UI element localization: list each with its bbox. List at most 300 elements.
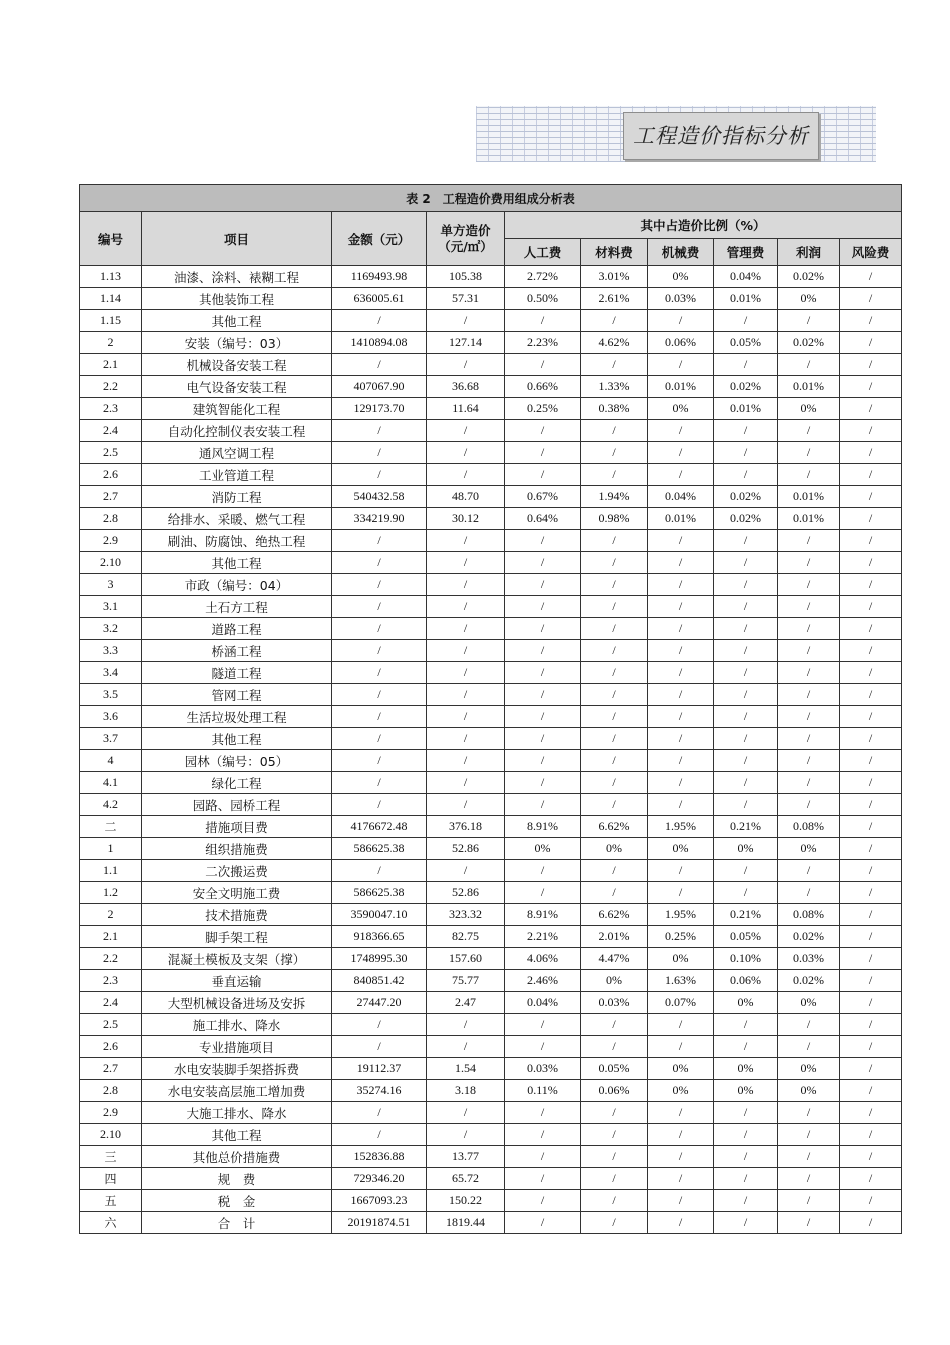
cell-amount: / — [332, 310, 427, 332]
cell-labor: / — [505, 420, 581, 442]
table-row — [80, 1102, 902, 1124]
cell-profit: / — [778, 860, 840, 882]
cell-material: / — [581, 860, 648, 882]
cell-no: 2.6 — [80, 464, 142, 486]
cell-item: 专业措施项目 — [142, 1036, 332, 1058]
cell-labor: 0.64% — [505, 508, 581, 530]
cell-item: 垂直运输 — [142, 970, 332, 992]
table-row — [80, 420, 902, 442]
cell-management: / — [714, 464, 778, 486]
cell-material: / — [581, 1146, 648, 1168]
cell-amount: 586625.38 — [332, 838, 427, 860]
cell-risk: / — [840, 706, 902, 728]
cell-material: 3.01% — [581, 266, 648, 288]
cell-no: 1.1 — [80, 860, 142, 882]
cell-material: / — [581, 662, 648, 684]
cell-profit: / — [778, 1036, 840, 1058]
cell-item: 园路、园桥工程 — [142, 794, 332, 816]
cell-material: 4.62% — [581, 332, 648, 354]
cell-labor: 0.67% — [505, 486, 581, 508]
table-caption: 表 2 工程造价费用组成分析表 — [80, 185, 902, 212]
cell-amount: / — [332, 596, 427, 618]
cell-management: / — [714, 640, 778, 662]
cell-item: 脚手架工程 — [142, 926, 332, 948]
cell-machine: / — [648, 354, 714, 376]
cell-item: 生活垃圾处理工程 — [142, 706, 332, 728]
cell-no: 3.5 — [80, 684, 142, 706]
header-management: 管理费 — [714, 239, 778, 266]
cell-no: 4 — [80, 750, 142, 772]
header-material: 材料费 — [581, 239, 648, 266]
cell-profit: / — [778, 552, 840, 574]
cell-risk: / — [840, 530, 902, 552]
cell-amount: 20191874.51 — [332, 1212, 427, 1234]
cell-management: 0% — [714, 838, 778, 860]
cell-risk: / — [840, 508, 902, 530]
cell-amount: / — [332, 706, 427, 728]
table-row — [80, 750, 902, 772]
cell-risk: / — [840, 442, 902, 464]
cell-risk: / — [840, 288, 902, 310]
cell-item: 其他工程 — [142, 728, 332, 750]
cell-profit: 0.02% — [778, 970, 840, 992]
cell-management: 0.21% — [714, 904, 778, 926]
cell-material: / — [581, 1036, 648, 1058]
cell-material: / — [581, 1190, 648, 1212]
table-row — [80, 816, 902, 838]
cell-no: 3.2 — [80, 618, 142, 640]
cell-risk: / — [840, 310, 902, 332]
cell-material: / — [581, 728, 648, 750]
cell-risk: / — [840, 684, 902, 706]
cell-amount: 4176672.48 — [332, 816, 427, 838]
cell-no: 2 — [80, 904, 142, 926]
cell-profit: 0% — [778, 288, 840, 310]
cell-unit-price: / — [427, 354, 505, 376]
cell-material: 4.47% — [581, 948, 648, 970]
table-row — [80, 376, 902, 398]
cell-unit-price: / — [427, 640, 505, 662]
cell-labor: 0.66% — [505, 376, 581, 398]
header-no: 编号 — [80, 212, 142, 266]
cell-labor: 2.46% — [505, 970, 581, 992]
cell-material: 2.61% — [581, 288, 648, 310]
table-row — [80, 398, 902, 420]
cell-unit-price: / — [427, 684, 505, 706]
cell-labor: / — [505, 1124, 581, 1146]
cell-management: 0.06% — [714, 970, 778, 992]
cell-labor: / — [505, 1014, 581, 1036]
cell-no: 2.3 — [80, 398, 142, 420]
cell-management: / — [714, 750, 778, 772]
cell-labor: / — [505, 442, 581, 464]
cell-machine: / — [648, 1146, 714, 1168]
cell-profit: / — [778, 882, 840, 904]
cell-machine: / — [648, 794, 714, 816]
cell-unit-price: 75.77 — [427, 970, 505, 992]
cell-item: 刷油、防腐蚀、绝热工程 — [142, 530, 332, 552]
cell-management: 0.10% — [714, 948, 778, 970]
table-row — [80, 1168, 902, 1190]
cell-risk: / — [840, 486, 902, 508]
cell-machine: 0% — [648, 838, 714, 860]
table-row — [80, 332, 902, 354]
cell-management: / — [714, 662, 778, 684]
cell-item: 技术措施费 — [142, 904, 332, 926]
cell-no: 1 — [80, 838, 142, 860]
cell-risk: / — [840, 838, 902, 860]
cell-unit-price: / — [427, 860, 505, 882]
cell-labor: / — [505, 618, 581, 640]
cell-machine: 1.63% — [648, 970, 714, 992]
cell-material: / — [581, 882, 648, 904]
cell-item: 管网工程 — [142, 684, 332, 706]
cell-management: / — [714, 1168, 778, 1190]
cell-labor: 0.25% — [505, 398, 581, 420]
cell-labor: / — [505, 552, 581, 574]
cell-risk: / — [840, 926, 902, 948]
cell-machine: / — [648, 574, 714, 596]
cell-labor: / — [505, 794, 581, 816]
cell-amount: / — [332, 662, 427, 684]
cell-unit-price: / — [427, 706, 505, 728]
cell-machine: / — [648, 684, 714, 706]
cell-no: 2.3 — [80, 970, 142, 992]
cell-item: 其他装饰工程 — [142, 288, 332, 310]
cell-management: 0% — [714, 1058, 778, 1080]
table-row — [80, 794, 902, 816]
table-row — [80, 288, 902, 310]
cell-no: 2.2 — [80, 376, 142, 398]
cell-management: / — [714, 684, 778, 706]
cell-profit: / — [778, 772, 840, 794]
cell-material: / — [581, 596, 648, 618]
cell-material: / — [581, 684, 648, 706]
cell-labor: 0.11% — [505, 1080, 581, 1102]
cell-no: 2 — [80, 332, 142, 354]
cell-amount: / — [332, 1014, 427, 1036]
cell-material: 6.62% — [581, 816, 648, 838]
cell-item: 其他工程 — [142, 552, 332, 574]
cell-material: / — [581, 750, 648, 772]
cell-profit: / — [778, 1168, 840, 1190]
cell-item: 绿化工程 — [142, 772, 332, 794]
cell-no: 2.4 — [80, 420, 142, 442]
cell-management: / — [714, 310, 778, 332]
cell-amount: / — [332, 574, 427, 596]
cell-item: 混凝土模板及支架（撑） — [142, 948, 332, 970]
cell-labor: / — [505, 1102, 581, 1124]
cell-machine: 0.25% — [648, 926, 714, 948]
table-row — [80, 266, 902, 288]
table-row — [80, 1058, 902, 1080]
cell-material: / — [581, 552, 648, 574]
cell-machine: 1.95% — [648, 904, 714, 926]
cell-item: 土石方工程 — [142, 596, 332, 618]
cell-no: 2.1 — [80, 926, 142, 948]
cell-unit-price: / — [427, 618, 505, 640]
cell-machine: / — [648, 772, 714, 794]
cell-labor: / — [505, 1036, 581, 1058]
cell-unit-price: / — [427, 772, 505, 794]
cell-management: / — [714, 706, 778, 728]
cell-management: / — [714, 794, 778, 816]
cell-risk: / — [840, 970, 902, 992]
cell-machine: / — [648, 420, 714, 442]
cell-risk: / — [840, 332, 902, 354]
cell-unit-price: 323.32 — [427, 904, 505, 926]
cell-item: 市政（编号：04） — [142, 574, 332, 596]
cell-profit: / — [778, 618, 840, 640]
cell-machine: 0% — [648, 948, 714, 970]
cell-machine: / — [648, 1102, 714, 1124]
cell-material: / — [581, 640, 648, 662]
cell-item: 工业管道工程 — [142, 464, 332, 486]
cell-no: 1.13 — [80, 266, 142, 288]
cell-unit-price: 82.75 — [427, 926, 505, 948]
cell-unit-price: 1.54 — [427, 1058, 505, 1080]
cell-profit: / — [778, 728, 840, 750]
cell-management: / — [714, 1146, 778, 1168]
cell-no: 2.10 — [80, 1124, 142, 1146]
cell-material: / — [581, 530, 648, 552]
header-machine: 机械费 — [648, 239, 714, 266]
cell-profit: 0.03% — [778, 948, 840, 970]
cell-management: / — [714, 618, 778, 640]
cell-unit-price: 52.86 — [427, 838, 505, 860]
cell-profit: 0.01% — [778, 486, 840, 508]
cell-material: 1.33% — [581, 376, 648, 398]
cell-amount: 1667093.23 — [332, 1190, 427, 1212]
cell-item: 其他工程 — [142, 1124, 332, 1146]
cell-item: 油漆、涂料、裱糊工程 — [142, 266, 332, 288]
cell-amount: 729346.20 — [332, 1168, 427, 1190]
cell-unit-price: / — [427, 1014, 505, 1036]
table-row — [80, 310, 902, 332]
cell-risk: / — [840, 1014, 902, 1036]
cell-unit-price: 30.12 — [427, 508, 505, 530]
cell-unit-price: 105.38 — [427, 266, 505, 288]
cell-item: 其他工程 — [142, 310, 332, 332]
cell-no: 二 — [80, 816, 142, 838]
cell-risk: / — [840, 662, 902, 684]
cell-amount: 407067.90 — [332, 376, 427, 398]
cell-material: / — [581, 1014, 648, 1036]
cell-material: / — [581, 794, 648, 816]
cell-profit: / — [778, 750, 840, 772]
cell-unit-price: 13.77 — [427, 1146, 505, 1168]
cell-labor: / — [505, 464, 581, 486]
cell-amount: / — [332, 640, 427, 662]
cell-labor: / — [505, 662, 581, 684]
table-row — [80, 530, 902, 552]
cell-amount: / — [332, 1124, 427, 1146]
cell-management: 0.01% — [714, 288, 778, 310]
table-row — [80, 706, 902, 728]
cell-unit-price: / — [427, 794, 505, 816]
cell-unit-price: 150.22 — [427, 1190, 505, 1212]
cell-unit-price: 48.70 — [427, 486, 505, 508]
table-row — [80, 948, 902, 970]
cell-labor: 4.06% — [505, 948, 581, 970]
cell-unit-price: 127.14 — [427, 332, 505, 354]
cell-item: 施工排水、降水 — [142, 1014, 332, 1036]
cell-item: 水电安装脚手架搭拆费 — [142, 1058, 332, 1080]
cell-material: 6.62% — [581, 904, 648, 926]
cell-risk: / — [840, 816, 902, 838]
cell-risk: / — [840, 728, 902, 750]
cell-profit: / — [778, 684, 840, 706]
cell-item: 给排水、采暖、燃气工程 — [142, 508, 332, 530]
cell-risk: / — [840, 640, 902, 662]
cell-unit-price: 36.68 — [427, 376, 505, 398]
table-row — [80, 926, 902, 948]
cell-risk: / — [840, 266, 902, 288]
cell-material: / — [581, 354, 648, 376]
cell-machine: 0% — [648, 1080, 714, 1102]
cell-profit: / — [778, 662, 840, 684]
cell-risk: / — [840, 904, 902, 926]
cell-no: 3.3 — [80, 640, 142, 662]
cell-machine: / — [648, 1124, 714, 1146]
cell-profit: / — [778, 1190, 840, 1212]
cell-no: 2.1 — [80, 354, 142, 376]
cell-unit-price: 65.72 — [427, 1168, 505, 1190]
cell-risk: / — [840, 420, 902, 442]
cell-profit: / — [778, 530, 840, 552]
cell-no: 2.6 — [80, 1036, 142, 1058]
cell-no: 4.1 — [80, 772, 142, 794]
cell-unit-price: / — [427, 750, 505, 772]
cell-machine: / — [648, 882, 714, 904]
cell-no: 2.9 — [80, 1102, 142, 1124]
cell-unit-price: 11.64 — [427, 398, 505, 420]
cell-amount: 3590047.10 — [332, 904, 427, 926]
cell-amount: 918366.65 — [332, 926, 427, 948]
cell-unit-price: / — [427, 662, 505, 684]
cell-machine: 0.01% — [648, 508, 714, 530]
cell-profit: / — [778, 420, 840, 442]
cell-material: / — [581, 1124, 648, 1146]
cell-no: 2.2 — [80, 948, 142, 970]
cell-material: 0% — [581, 838, 648, 860]
cell-no: 2.5 — [80, 442, 142, 464]
cell-amount: / — [332, 552, 427, 574]
cell-management: 0% — [714, 992, 778, 1014]
cell-labor: 0.03% — [505, 1058, 581, 1080]
cell-machine: 0.04% — [648, 486, 714, 508]
header-banner — [476, 106, 876, 162]
table-row — [80, 772, 902, 794]
table-row — [80, 662, 902, 684]
cell-no: 3 — [80, 574, 142, 596]
table-row — [80, 684, 902, 706]
cell-amount: 1169493.98 — [332, 266, 427, 288]
cell-profit: 0.02% — [778, 332, 840, 354]
table-row — [80, 596, 902, 618]
cell-machine: / — [648, 310, 714, 332]
cell-unit-price: 57.31 — [427, 288, 505, 310]
cell-risk: / — [840, 794, 902, 816]
cell-labor: / — [505, 1146, 581, 1168]
table-row — [80, 618, 902, 640]
table-body — [80, 266, 902, 1234]
cell-unit-price: / — [427, 442, 505, 464]
table-row — [80, 486, 902, 508]
cell-risk: / — [840, 772, 902, 794]
cell-profit: / — [778, 640, 840, 662]
cell-amount: 35274.16 — [332, 1080, 427, 1102]
cell-item: 其他总价措施费 — [142, 1146, 332, 1168]
cell-no: 2.8 — [80, 508, 142, 530]
cell-item: 税 金 — [142, 1190, 332, 1212]
cell-item: 电气设备安装工程 — [142, 376, 332, 398]
cell-profit: / — [778, 442, 840, 464]
table-row — [80, 508, 902, 530]
cell-amount: 1410894.08 — [332, 332, 427, 354]
cell-labor: 0.04% — [505, 992, 581, 1014]
cell-profit: / — [778, 354, 840, 376]
cell-amount: / — [332, 728, 427, 750]
cell-management: / — [714, 420, 778, 442]
cell-management: / — [714, 574, 778, 596]
cell-unit-price: 52.86 — [427, 882, 505, 904]
table-row — [80, 552, 902, 574]
cell-no: 1.15 — [80, 310, 142, 332]
table-row — [80, 442, 902, 464]
cell-risk: / — [840, 1102, 902, 1124]
cell-unit-price: / — [427, 552, 505, 574]
cell-management: / — [714, 1036, 778, 1058]
cell-labor: / — [505, 530, 581, 552]
cell-item: 措施项目费 — [142, 816, 332, 838]
cell-management: / — [714, 882, 778, 904]
cell-material: / — [581, 464, 648, 486]
cell-profit: / — [778, 574, 840, 596]
cell-machine: / — [648, 640, 714, 662]
cell-machine: / — [648, 596, 714, 618]
table-row — [80, 728, 902, 750]
cell-item: 道路工程 — [142, 618, 332, 640]
cell-no: 3.4 — [80, 662, 142, 684]
cell-unit-price: / — [427, 420, 505, 442]
cell-labor: 2.21% — [505, 926, 581, 948]
cell-no: 2.7 — [80, 1058, 142, 1080]
cell-no: 五 — [80, 1190, 142, 1212]
cell-management: / — [714, 860, 778, 882]
cell-machine: 0% — [648, 1058, 714, 1080]
cell-machine: / — [648, 552, 714, 574]
cell-machine: / — [648, 1168, 714, 1190]
cell-unit-price: 2.47 — [427, 992, 505, 1014]
cell-amount: / — [332, 354, 427, 376]
cell-no: 1.2 — [80, 882, 142, 904]
cell-item: 自动化控制仪表安装工程 — [142, 420, 332, 442]
cell-labor: / — [505, 706, 581, 728]
cell-risk: / — [840, 1190, 902, 1212]
cell-material: 0.06% — [581, 1080, 648, 1102]
cell-risk: / — [840, 860, 902, 882]
cell-amount: / — [332, 860, 427, 882]
table-row — [80, 1146, 902, 1168]
cell-profit: / — [778, 1102, 840, 1124]
header-unit-price — [427, 212, 505, 266]
cell-management: / — [714, 1102, 778, 1124]
cell-machine: 0% — [648, 398, 714, 420]
table-row — [80, 1124, 902, 1146]
cell-profit: / — [778, 706, 840, 728]
banner-title-box — [623, 112, 819, 160]
